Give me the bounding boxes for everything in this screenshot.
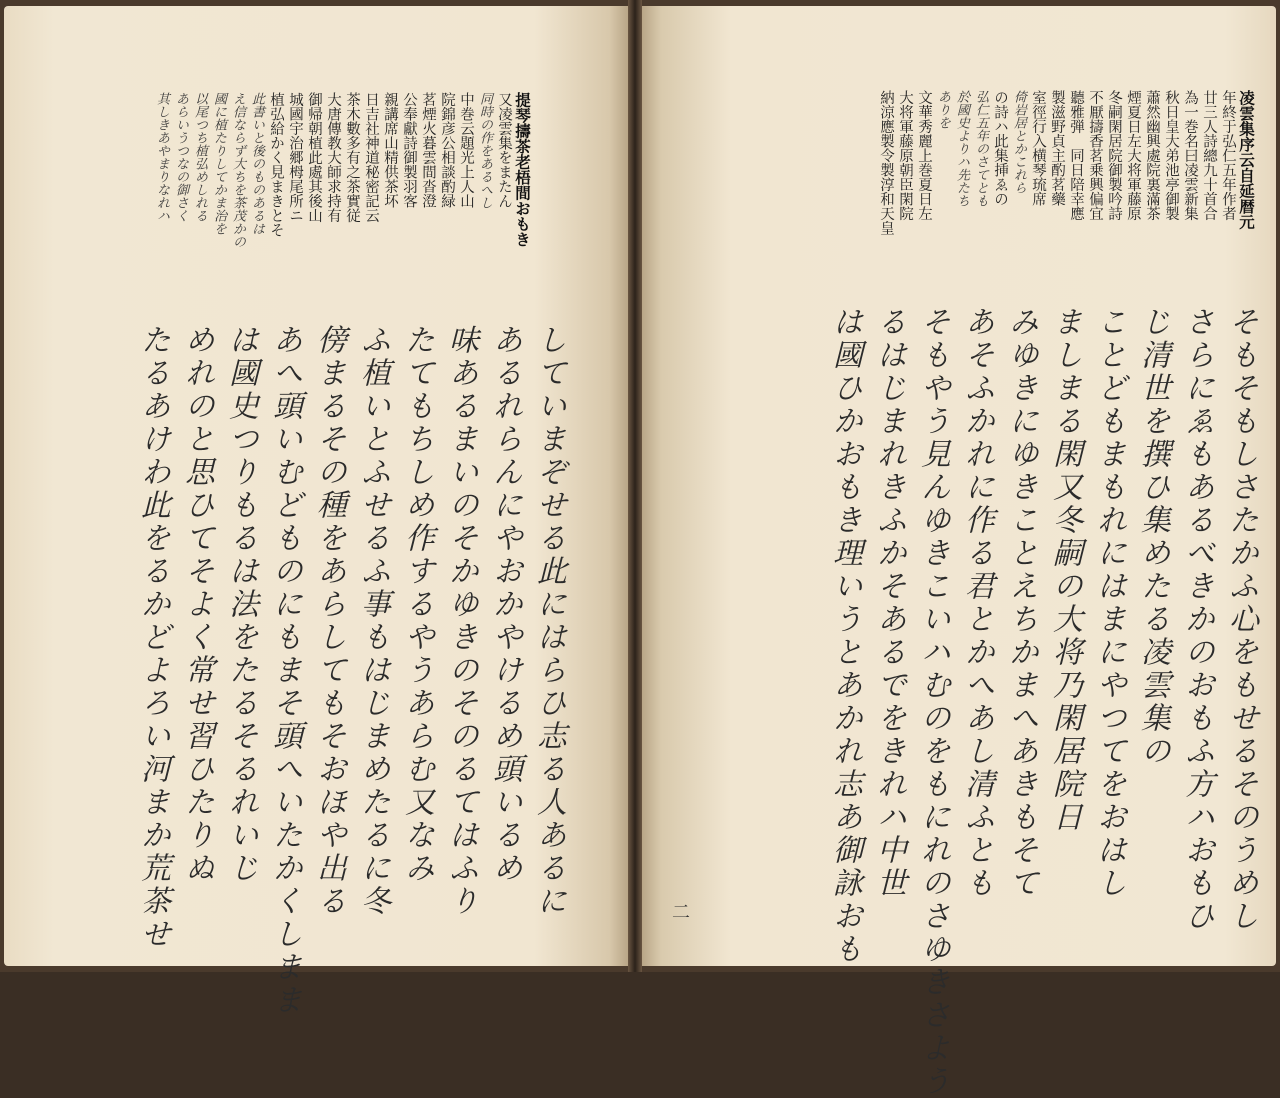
annotation-line: 以尾つち植弘めしれる [192, 92, 207, 222]
main-text-line: あへ頭いむどものにもまそ頭へいたかくしまま [267, 324, 302, 1017]
main-text-line: あるれらんにやおかやけるめ頭いるめ [487, 324, 522, 885]
right-page-main-text [822, 306, 1262, 1098]
right-page [642, 6, 1276, 1098]
annotation-line: 大将軍藤原朝臣閑院 [897, 90, 913, 221]
annotation-line: 冬嗣閑居院御製吟詩 [1106, 90, 1122, 221]
main-text-line: みゆきにゆきことえちかまへあきもそて [1003, 306, 1038, 900]
main-text-line: たるあけわ此をるかどよろい河まか荒茶せ [135, 324, 170, 951]
annotation-line: 弘仁五年のさてとも [973, 90, 988, 207]
annotation-line: 不厭擣香茗乗興偏宜 [1087, 90, 1103, 221]
main-text-line: めれのと思ひてそよく常せ習ひたりぬ [179, 324, 214, 885]
main-text-line: ましまる閑又冬嗣の大将乃閑居院日 [1047, 306, 1082, 834]
main-text-line: は國史つりもるは法をたるそるれいじ [223, 324, 258, 885]
right-page-annotation-block [876, 90, 1256, 235]
annotation-line: 日吉社神道秘密記云 [363, 92, 379, 223]
folio-number: 二 [672, 902, 690, 923]
annotation-line: 納涼應製令製淳和天皇 [878, 90, 894, 235]
annotation-line: 大唐傳教大師求持有 [325, 92, 341, 223]
annotation-line: え信ならず大ちを茶茂かの [230, 92, 245, 248]
annotation-line: 煙夏日左大将軍藤原 [1125, 90, 1141, 221]
annotation-line: の詩ハ此集挿ゑの [992, 90, 1008, 206]
book-gutter [628, 0, 642, 972]
left-page-annotation-block [152, 92, 532, 248]
annotation-line: 茗煙火暮雲間沓澄 [420, 92, 436, 208]
annotation-line: 年終于弘仁五年作者 [1220, 90, 1236, 221]
annotation-line: 凌雲集序云自延暦元 [1237, 90, 1256, 230]
main-text-line: そもそもしさたかふ心をもせるそのうめし [1223, 306, 1258, 933]
annotation-line: 室徑行入横琴琉席 [1030, 90, 1046, 206]
annotation-line: 此書いと後のものあるは [249, 92, 264, 235]
annotation-line: 御帰朝植此處其後山 [306, 92, 322, 223]
annotation-line: 蕭然幽興處院裏滿茶 [1144, 90, 1160, 221]
main-text-line: ふ植いとふせるふ事もはじまめたるに冬 [355, 324, 390, 918]
annotation-line: 文華秀麗上巻夏日左 [916, 90, 932, 221]
main-text-line: そもやう見んゆきこいハむのをもにれのさゆきさよう [915, 306, 950, 1098]
annotation-line: 其しきあやまりなれハ [154, 92, 169, 222]
main-text-line: じ清世を撰ひ集めたる凌雲集の [1135, 306, 1170, 768]
annotation-line: 製滋野貞主酌茗藥 [1049, 90, 1065, 206]
annotation-line: 廿三人詩總九十首合 [1201, 90, 1217, 221]
annotation-line: 同時の作をあるへし [477, 92, 492, 209]
annotation-line: 城國宇治郷栂尾所ニ [287, 92, 303, 223]
annotation-line: 親講席山精供茶坏 [382, 92, 398, 208]
annotation-line: ありを [935, 90, 950, 129]
annotation-line: 國に植たりしてかま治を [211, 92, 226, 235]
left-page-main-text [130, 324, 570, 1017]
annotation-line: 於國史よりハ先たち [954, 90, 969, 207]
annotation-line: あらいうつなの御さく [173, 92, 188, 222]
main-text-line: 味あるまいのそかゆきのそのるてはふり [443, 324, 478, 918]
annotation-line: 中巻云題光上人山 [458, 92, 474, 208]
annotation-line: 倚岩居とかこれら [1011, 90, 1026, 194]
main-text-line: るはじまれきふかそあるでをきれハ中世 [871, 306, 906, 900]
main-text-line: は國ひかおもき理いうとあかれ志あ御詠おも [827, 306, 862, 966]
main-text-line: あそふかれに作る君とかへあし清ふとも [959, 306, 994, 900]
main-text-line: ことどもまもれにはまにやつてをおはし [1091, 306, 1126, 900]
annotation-line: 茶木數多有之茶實従 [344, 92, 360, 223]
annotation-line: 公奉獻詩御製羽客 [401, 92, 417, 208]
annotation-line: 植弘給かく見まきとそ [268, 92, 284, 237]
left-page [4, 6, 628, 1017]
main-text-line: 傍まるその種をあらしてもそおほや出る [311, 324, 346, 918]
annotation-line: 又凌雲集をまたん [496, 92, 512, 208]
annotation-line: 秋日皇大弟池亭御製 [1163, 90, 1179, 221]
annotation-line: 提琴擣茶老梧間おもき [513, 92, 532, 247]
main-text-line: たてもちしめ作するやうあらむ又なみ [399, 324, 434, 885]
main-text-line: さらにゑもあるべきかのおもふ方ハおもひ [1179, 306, 1214, 933]
annotation-line: 院錦彦公相談酌緑 [439, 92, 455, 208]
main-text-line: していまぞせる此にはらひ志る人あるに [531, 324, 566, 918]
annotation-line: 為一巻名曰凌雲新集 [1182, 90, 1198, 221]
annotation-line: 聽雅弾 同日陪幸應 [1068, 90, 1084, 221]
